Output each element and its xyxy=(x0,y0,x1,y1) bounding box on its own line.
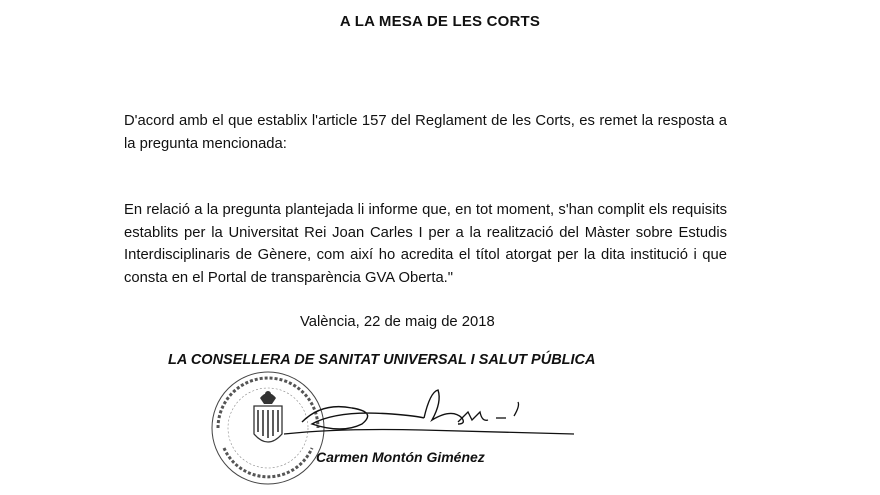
signer-name: Carmen Montón Giménez xyxy=(316,449,485,465)
document-heading: A LA MESA DE LES CORTS xyxy=(339,13,541,30)
response-paragraph: En relació a la pregunta plantejada li informe que, en tot moment, s'han complit els requisits establits per la Universitat Rei Joan Carles I per a la realització del Màster sobre Estudis Interdisciplinaris de Gènere, com així ho acredita el títol atorgat per la dita institució i que consta en el Portal de transparència GVA Oberta." xyxy=(124,202,727,286)
intro-paragraph: D'acord amb el que establix l'article 157 del Reglament de les Corts, es remet la resposta a la pregunta mencionada: xyxy=(124,113,727,152)
place-date: València, 22 de maig de 2018 xyxy=(300,314,495,330)
signer-title: LA CONSELLERA DE SANITAT UNIVERSAL I SALUT PÚBLICA xyxy=(168,352,596,368)
handwritten-signature-icon xyxy=(282,372,582,452)
